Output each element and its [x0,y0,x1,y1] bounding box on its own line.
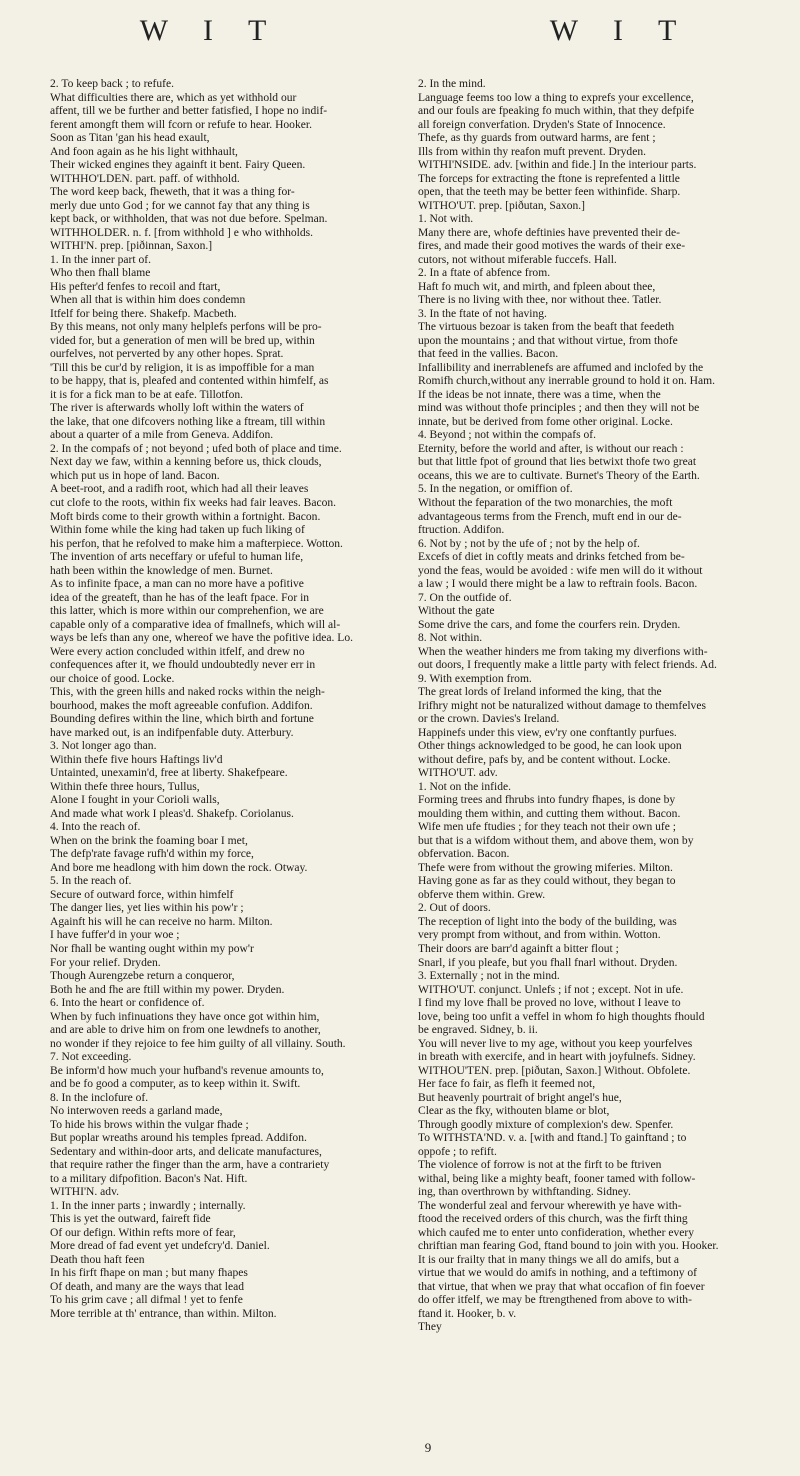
text-line: obferve them within. Grew. [418,888,546,901]
text-line: Next day we faw, within a kenning before us, thick clouds, [50,456,322,469]
text-line: upon the mountains ; and that without virtue, from thofe [418,334,678,347]
text-line: be engraved. Sidney, b. ii. [418,1024,538,1037]
text-line: More dread of fad event yet undefcry'd. Daniel. [50,1240,270,1253]
text-line: hath been within the knowledge of men. Burnet. [50,564,273,577]
text-line: chriftian man fearing God, ftand bound to join with you. Hooker. [418,1240,719,1253]
text-line: Be inform'd how much your hufband's revenue amounts to, [50,1064,324,1077]
right-column [418,78,760,1458]
text-line: His pefter'd fenfes to recoil and ftart, [50,280,221,293]
text-line: to a military difpofition. Bacon's Nat. Hift. [50,1172,248,1185]
text-line: Snarl, if you pleafe, but you fhall fnarl without. Dryden. [418,956,678,969]
text-line: and be fo good a computer, as to keep within it. Swift. [50,1078,301,1091]
text-line: confequences after it, we fhould undoubtedly never err in [50,659,316,672]
text-line: The violence of forrow is not at the firft to be ftriven [418,1159,662,1172]
text-line: out doors, I frequently make a little party with felect friends. Ad. [418,659,717,672]
text-line: 7. Not exceeding. [50,1051,132,1064]
text-line: Were every action concluded within itfelf, and drew no [50,645,305,658]
text-line: Who then fhall blame [50,267,151,280]
text-line: open, that the teeth may be better feen withinfide. Sharp. [418,186,681,199]
text-line: 9. With exemption from. [418,672,532,685]
text-line: idea of the greateft, than he has of the leaft fpace. For in [50,591,310,604]
text-line: Infallibility and inerrablenefs are affumed and inclofed by the [418,361,704,374]
text-line: oppofe ; to refift. [418,1145,497,1158]
text-line: The great lords of Ireland informed the king, that the [418,686,662,699]
text-line: Eternity, before the world and after, is without our reach : [418,442,684,455]
text-line: love, being too unfit a veffel in whom fo high thoughts fhould [418,1010,705,1023]
text-line: virtue that we would do amifs in nothing, and a teftimony of [418,1267,697,1280]
text-line: Death thou haft feen [50,1253,145,1266]
text-line: Through goodly mixture of complexion's dew. Spenfer. [418,1118,674,1131]
text-line: Soon as Titan 'gan his head exault, [50,132,210,145]
text-line: cut clofe to the roots, within fix weeks had fair leaves. Bacon. [50,496,337,509]
text-line: The wonderful zeal and fervour wherewith ye have with- [418,1199,682,1212]
text-line: this latter, which is more within our comprehenfion, we are [50,605,324,618]
text-line: Happinefs under this view, ev'ry one conftantly purfues. [418,726,677,739]
text-line: but that is a wifdom without them, and above them, won by [418,834,694,847]
text-line: which put us in hope of land. Bacon. [50,469,220,482]
text-line: 4. Into the reach of. [50,821,141,834]
text-line: Irifhry might not be naturalized without damage to themfelves [418,699,706,712]
text-line: Thefe were from without the growing miferies. Milton. [418,861,673,874]
text-line: ing, than overthrown by withftanding. Sidney. [418,1186,631,1199]
text-line: about a quarter of a mile from Geneva. Addifon. [50,429,274,442]
text-line: The danger lies, yet lies within his pow'r ; [50,902,244,915]
text-line: WITHI'N. adv. [50,1186,119,1199]
text-line: vided for, but a generation of men will be bred up, within [50,334,315,347]
text-line: To WITHSTA'ND. v. a. [with and ftand.] To gainftand ; to [418,1132,687,1145]
text-line: capable only of a comparative idea of fmallnefs, which will al- [50,618,341,631]
text-line: Of death, and many are the ways that lead [50,1280,244,1293]
text-line: WITHO'UT. conjunct. Unlefs ; if not ; except. Not in ufe. [418,983,684,996]
text-line: 2. In a ftate of abfence from. [418,267,551,280]
text-line: the lake, that one difcovers nothing like a ftream, till within [50,415,326,428]
text-line: without defire, pafs by, and be content without. Locke. [418,753,671,766]
running-head-left: W I T [139,14,281,47]
text-line: mind was without thofe principles ; and then they will not be [418,402,700,415]
text-line: moulding them within, and cutting them without. Bacon. [418,807,681,820]
text-line: bourhood, makes the moft agreeable confufion. Addifon. [50,699,313,712]
text-line: ftood the received orders of this church, was the firft thing [418,1213,688,1226]
text-line: Other things acknowledged to be good, he can look upon [418,740,682,753]
text-line: And foon again as he his light withhault, [50,145,238,158]
text-line: a law ; I would there might be a law to reftrain fools. Bacon. [418,578,698,591]
text-line: 2. In the compafs of ; not beyond ; ufed both of place and time. [50,442,342,455]
text-line: The defp'rate favage rufh'd within my force, [50,848,254,861]
text-line: and our fouls are fpeaking fo much within, that they defpife [418,105,695,118]
text-line: yond the feas, would be avoided : wife men will do it without [418,564,703,577]
running-head-right: W I T [549,14,691,47]
text-line: To his grim cave ; all difmal ! yet to fenfe [50,1294,243,1307]
text-line: Some drive the cars, and fome the courfers rein. Dryden. [418,618,681,631]
text-line: fires, and made their good motives the wards of their exe- [418,240,686,253]
text-line: Untainted, unexamin'd, free at liberty. Shakefpeare. [50,767,288,780]
text-line: Clear as the fky, withouten blame or blot, [418,1105,610,1118]
text-line: to be happy, that is, pleafed and contented within himfelf, as [50,375,329,388]
text-line: A beet-root, and a radifh root, which had all their leaves [50,483,309,496]
text-line: in breath with exercife, and in heart with joyfulnefs. Sidney. [418,1051,696,1064]
text-line: Both he and fhe are ftill within my power. Dryden. [50,983,285,996]
text-line: No interwoven reeds a garland made, [50,1105,223,1118]
text-line: There is no living with thee, nor without thee. Tatler. [418,294,662,307]
text-line: advantageous terms from the French, muft end in our de- [418,510,682,523]
text-line: You will never live to my age, without you keep yourfelves [418,1037,693,1050]
text-line: By this means, not only many helplefs perfons will be pro- [50,321,322,334]
text-line: innate, but be derived from fome other original. Locke. [418,415,673,428]
text-line: It is our frailty that in many things we all do amifs, but a [418,1253,680,1266]
text-line: Within thefe five hours Haftings liv'd [50,753,223,766]
text-line: 8. Not within. [418,632,483,645]
text-line: WITHI'NSIDE. adv. [within and fide.] In the interiour parts. [418,159,697,172]
text-line: all foreign converfation. Dryden's State of Innocence. [418,118,666,131]
text-line: More terrible at th' entrance, than within. Milton. [50,1307,277,1320]
text-line: Romifh church,without any inerrable ground to hold it on. Ham. [418,375,715,388]
text-line: it is for a fick man to be at eafe. Tillotfon. [50,388,244,401]
text-line: but that little fpot of ground that lies betwixt thofe two great [418,456,697,469]
text-line: Againft his will he can receive no harm. Milton. [50,915,273,928]
text-line: Bounding defires within the line, which birth and fortune [50,713,314,726]
text-line: WITHI'N. prep. [piðinnan, Saxon.] [50,240,213,253]
text-line: I find my love fhall be proved no love, without I leave to [418,997,681,1010]
text-line: 'Till this be cur'd by religion, it is as impoffible for a man [50,361,315,374]
text-line: Language feems too low a thing to exprefs your excellence, [418,91,694,104]
text-line: 2. Out of doors. [418,902,491,915]
page-number: 9 [424,1440,432,1455]
text-line: Itfelf for being there. Shakefp. Macbeth. [50,307,237,320]
text-line: The river is afterwards wholly loft within the waters of [50,402,304,415]
text-line: Without the gate [418,605,495,618]
text-line: and are able to drive him on from one lewdnefs to another, [50,1024,321,1037]
text-line: What difficulties there are, which as yet withhold our [50,91,297,104]
text-line: Nor fhall be wanting ought within my pow'r [50,943,254,955]
text-line: affent, till we be further and better fatisfied, I hope no indif- [50,105,328,118]
text-line: 6. Not by ; not by the ufe of ; not by the help of. [418,537,640,550]
text-line: Moft birds come to their growth within a fortnight. Bacon. [50,510,321,523]
text-line: When all that is within him does condemn [50,294,246,307]
text-line: I have fuffer'd in your woe ; [50,929,180,942]
text-line: 2. In the mind. [418,78,486,90]
text-line: They [418,1321,442,1334]
text-line: Thefe, as thy guards from outward harms, are fent ; [418,132,656,145]
text-line: merly due unto God ; for we cannot fay that any thing is [50,199,310,212]
text-line: Ills from within thy reafon muft prevent. Dryden. [418,145,646,158]
text-line: To hide his brows within the vulgar fhade ; [50,1118,249,1131]
text-line: have marked out, is an indifpenfable duty. Atterbury. [50,726,294,739]
text-line: The forceps for extracting the ftone is reprefented a little [418,172,680,185]
text-line: ftand it. Hooker, b. v. [418,1307,517,1320]
text-line: WITHHO'LDEN. part. paff. of withhold. [50,172,240,185]
text-line: or the crown. Davies's Ireland. [418,713,560,726]
text-line: The virtuous bezoar is taken from the beaft that feedeth [418,321,675,334]
text-line: that require rather the finger than the arm, have a contrariety [50,1159,330,1172]
text-line: And bore me headlong with him down the rock. Otway. [50,861,308,874]
text-line: 5. In the negation, or omiffion of. [418,483,573,496]
text-line: Sedentary and within-door arts, and delicate manufactures, [50,1145,322,1158]
text-line: Wife men ufe ftudies ; for they teach not their own ufe ; [418,821,676,834]
text-line: When on the brink the foaming boar I met, [50,834,248,847]
text-line: The word keep back, fheweth, that it was a thing for- [50,186,295,199]
text-line: Their doors are barr'd againft a bitter flout ; [418,943,619,955]
text-line: obfervation. Bacon. [418,848,510,861]
text-line: 4. Beyond ; not within the compafs of. [418,429,596,442]
text-line: that feed in the vallies. Bacon. [418,348,559,361]
text-line: very prompt from without, and from within. Wotton. [418,929,661,942]
text-line: oceans, this we are to cultivate. Burnet's Theory of the Earth. [418,469,700,482]
text-line: do offer itfelf, we may be ftrengthened from above to with- [418,1294,692,1307]
text-line: 5. In the reach of. [50,875,132,888]
text-line: 7. On the outfide of. [418,591,512,604]
text-line: 1. In the inner parts ; inwardly ; internally. [50,1199,246,1212]
text-line: withal, being like a mighty beaft, fooner tamed with follow- [418,1172,696,1185]
text-line: For your relief. Dryden. [50,956,161,969]
text-line: Her face fo fair, as flefh it feemed not, [418,1078,596,1091]
text-line: Alone I fought in your Corioli walls, [50,794,220,807]
text-line: The reception of light into the body of the building, was [418,915,677,928]
text-line: ourfelves, not perverted by any other hopes. Sprat. [50,348,284,361]
text-line: This is yet the outward, faireft fide [50,1213,211,1226]
text-line: 1. Not on the infide. [418,780,512,793]
left-column [50,78,388,1458]
text-line: Their wicked engines they againft it bent. Fairy Queen. [50,159,306,172]
text-line: no wonder if they rejoice to fee him guilty of all villainy. South. [50,1037,346,1050]
text-line: 6. Into the heart or confidence of. [50,997,205,1010]
text-line: As to infinite fpace, a man can no more have a pofitive [50,578,304,591]
text-line: If the ideas be not innate, there was a time, when the [418,388,661,401]
text-line: our choice of good. Locke. [50,672,175,685]
text-line: 3. In the ftate of not having. [418,307,547,320]
text-line: kept back, or withholden, that was not due before. Spelman. [50,213,328,226]
text-line: 1. In the inner part of. [50,253,152,266]
text-line: WITHO'UT. prep. [piðutan, Saxon.] [418,199,586,212]
text-line: 3. Not longer ago than. [50,740,157,753]
text-line: Secure of outward force, within himfelf [50,888,234,901]
text-line: 8. In the inclofure of. [50,1091,149,1104]
text-line: Within thefe three hours, Tullus, [50,780,200,793]
text-line: 1. Not with. [418,213,474,226]
text-line: Of our defign. Within refts more of fear, [50,1226,236,1239]
text-line: Haft fo much wit, and mirth, and fpleen about thee, [418,280,656,293]
text-line: Forming trees and fhrubs into fundry fhapes, is done by [418,794,676,807]
text-line: Without the feparation of the two monarchies, the moft [418,496,673,509]
text-line: But heavenly pourtrait of bright angel's hue, [418,1091,622,1104]
text-line: his perfon, that he refolved to make him a mafterpiece. Wotton. [50,537,343,550]
text-line: WITHOU'TEN. prep. [piðutan, Saxon.] Without. Obfolete. [418,1064,691,1077]
text-line: Within fome while the king had taken up fuch liking of [50,524,305,537]
text-line: And made what work I pleas'd. Shakefp. Coriolanus. [50,807,294,820]
text-line: In his firft fhape on man ; but many fhapes [50,1267,248,1280]
text-line: WITHO'UT. adv. [418,767,498,780]
text-line: Having gone as far as they could without, they began to [418,875,676,888]
text-line: When by fuch infinuations they have once got within him, [50,1010,320,1023]
text-line: ways be lefs than any one, whereof we have the pofitive idea. Lo. [50,632,353,645]
text-line: WITHHOLDER. n. f. [from withhold ] e who withholds. [50,226,313,239]
text-line: But poplar wreaths around his temples fpread. Addifon. [50,1132,307,1145]
text-line: 2. To keep back ; to refufe. [50,78,175,90]
text-line: Though Aurengzebe return a conqueror, [50,970,235,983]
text-line: When the weather hinders me from taking my diverfions with- [418,645,708,658]
text-line: 3. Externally ; not in the mind. [418,970,560,983]
text-line: cutors, not without miferable fuccefs. Hall. [418,253,617,266]
text-line: This, with the green hills and naked rocks within the neigh- [50,686,325,699]
text-line: ferent amongft them will fcorn or refufe to hear. Hooker. [50,118,312,131]
text-line: that virtue, that when we pray that what occafion of fin foever [418,1280,705,1293]
text-line: Excefs of diet in coftly meats and drinks fetched from be- [418,551,685,564]
text-line: ftruction. Addifon. [418,524,505,537]
text-line: which caufed me to enter unto confideration, whether every [418,1226,695,1239]
text-line: Many there are, whofe deftinies have prevented their de- [418,226,680,239]
text-line: The invention of arts neceffary or ufeful to human life, [50,551,304,564]
